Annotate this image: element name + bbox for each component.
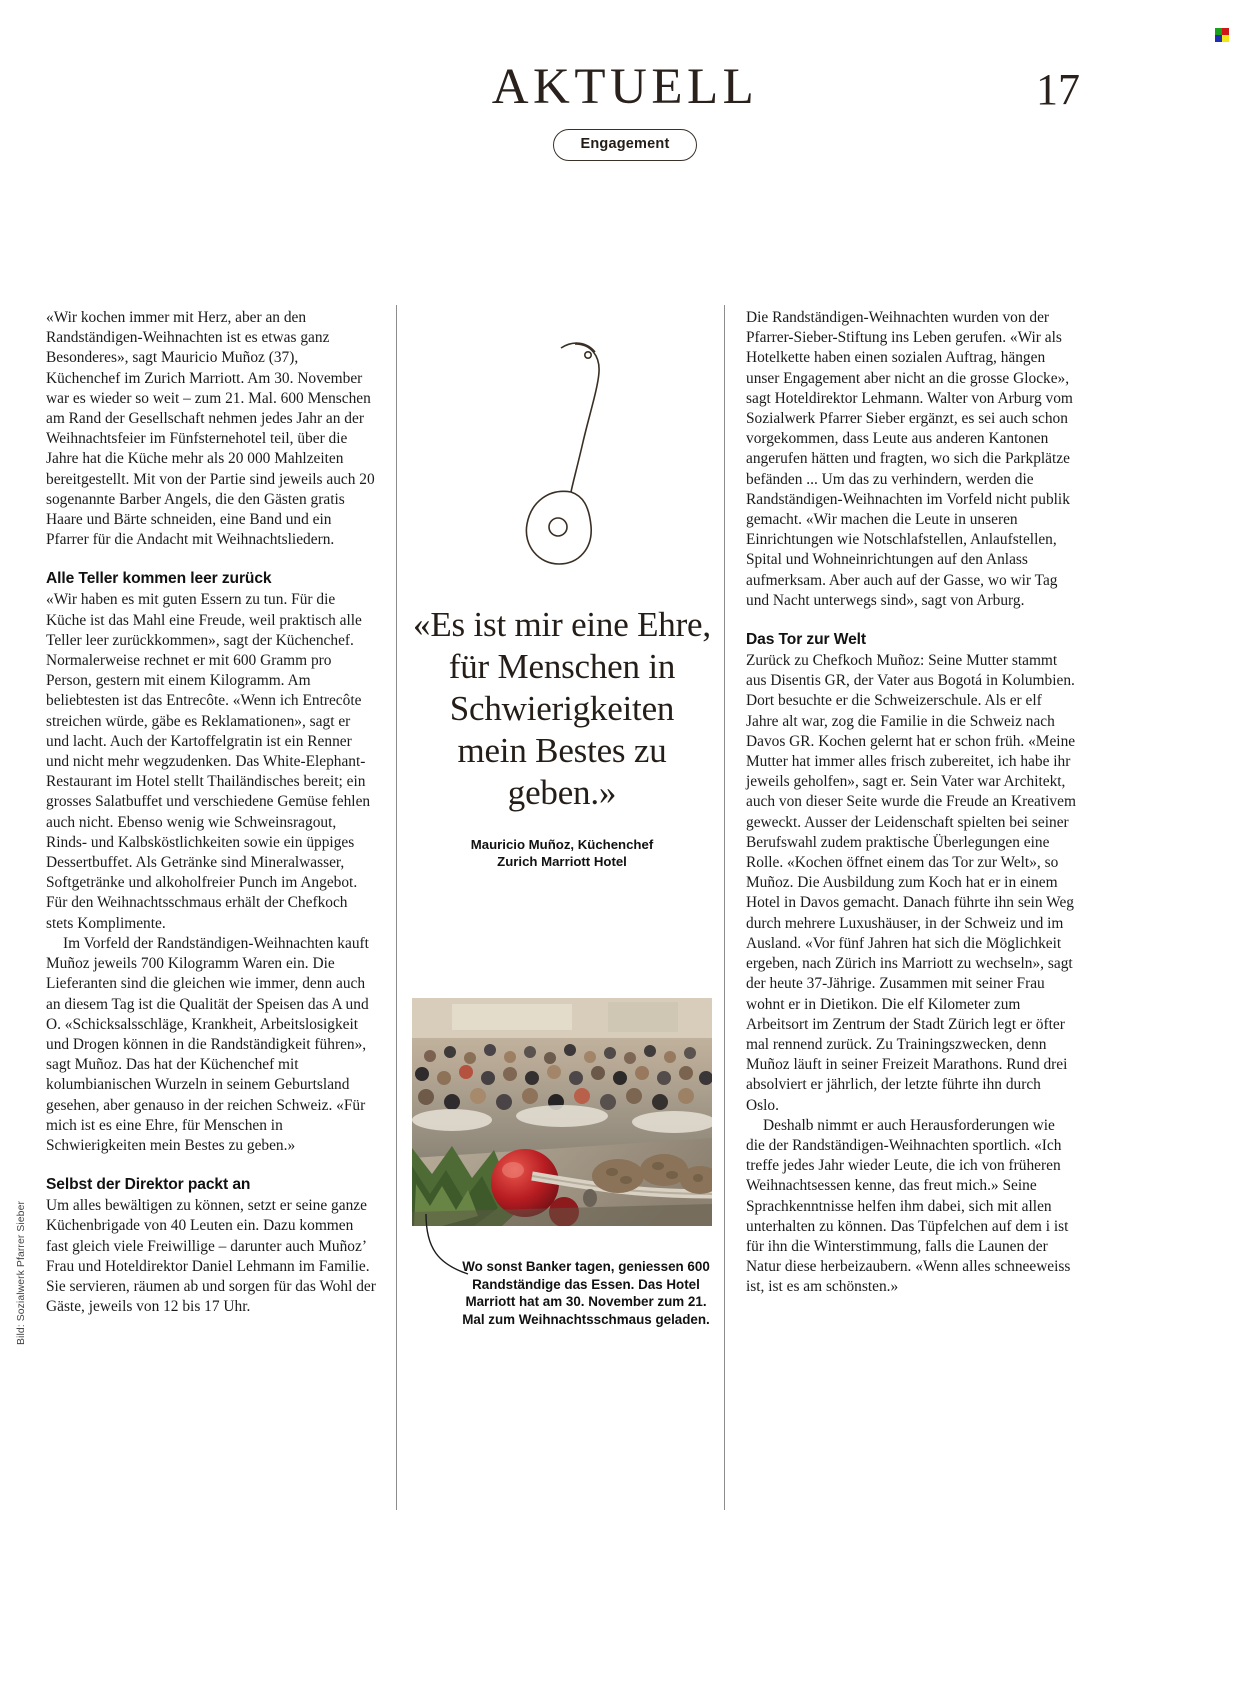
pull-quote-attribution-org: Zurich Marriott Hotel [497, 854, 627, 869]
subheading-das-tor-zur-welt: Das Tor zur Welt [746, 631, 866, 649]
color-registration-mark [1215, 28, 1229, 42]
rubric-badge: Engagement [553, 129, 696, 161]
registration-swatch-yellow [1222, 35, 1229, 42]
paragraph: Die Randständigen-Weihnachten wurden von der Pfarrer-Sieber-Stiftung ins Leben gerufen. «Wir als Hotelkette haben einen sozialen Auftrag, hängen unser Engagement aber nicht an die grosse Glocke», sagt Hoteldirektor Lehmann. Walter von Arburg vom Sozialwerk Pfarrer Sieber ergänzt, es sei auch schon vorgekommen, dass Leute aus anderen Kantonen angerufen hätten und fragten, wo sich die Parkplätze befänden ... Um das zu verhindern, werden die Randständigen-Weihnachten im Vorfeld nicht publik gemacht. «Wir machen die Leute in unseren Einrichtungen wie Notschlafstellen, Anlaufstellen, Spital und Wohneinrichtungen auf den Anlass aufmerksam. Aber auch auf der Gasse, wo wir Tag und Nacht unterwegs sind», sagt von Arburg. [746, 309, 1073, 609]
pull-quote: «Es ist mir eine Ehre, für Menschen in Schwierigkeiten mein Bestes zu geben.» [413, 605, 711, 812]
column-divider-left [396, 305, 397, 1510]
subheading-alle-teller: Alle Teller kommen leer zurück [46, 570, 272, 588]
section-title: AKTUELL [491, 59, 759, 115]
column-divider-right [724, 305, 725, 1510]
paragraph: «Wir haben es mit guten Essern zu tun. Für die Küche ist das Mahl eine Freude, weil praktisch alle Teller leer zurückkommen», sagt der Küchenchef. Normalerweise rechnet er mit 600 Gramm pro Person, gestern mit einem Kilogramm. Am beliebtesten ist das Entrecôte. «Wenn ich Entrecôte streichen würde, gäbe es Reklamationen», sagt er und lacht. Auch der Kartoffelgratin ist ein Renner und nicht mehr wegzudenken. Das White-Elephant-Restaurant im Hotel stellt Thailändisches bereit; ein grosses Salatbuffet und verschiedene Gemüse fehlen auch nicht. Ebenso wenig wie Schweinsragout, Rinds- und Kalbsköstlichkeiten sowie ein üppiges Dessertbuffet. Als Getränke sind Mineralwasser, Softgetränke und alkoholfreier Punch im Angebot. Für den Weihnachtsschmaus erhält der Chefkoch stets Komplimente. [46, 591, 371, 932]
registration-swatch-red [1222, 28, 1229, 35]
paragraph: Deshalb nimmt er auch Herausforderungen wie die der Randständigen-Weihnachten sportlich. «Ich treffe jedes Jahr wieder Leute, die ich von früheren Weihnachtsessen kenne, das freut mich.» Seine Sprachkenntnisse helfen ihm dabei, sich mit allen unterhalten zu können. Das Tüpfelchen auf dem i ist für ihn die Winterstimmung, falls die Launen der Natur diese herbeizaubern. «Wenn alles schneeweiss ist, ist es am schönsten.» [746, 1116, 1071, 1296]
paragraph: Um alles bewältigen zu können, setzt er seine ganze Küchenbrigade von 40 Leuten ein. Dazu kommen fast gleich viele Freiwillige – darunter auch Muñoz’ Frau und Hoteldirektor Daniel Lehmann im Familie. Sie servieren, räumen ab und sorgen für das Wohl der Gäste, jeweils von 12 bis 17 Uhr. [46, 1197, 376, 1316]
pull-quote-attribution-name: Mauricio Muñoz, Küchenchef [470, 837, 654, 852]
registration-swatch-blue [1215, 35, 1222, 42]
page-number: 17 [1036, 65, 1080, 114]
article-column-right [746, 308, 1076, 1298]
paragraph: Zurück zu Chefkoch Muñoz: Seine Mutter stammt aus Disentis GR, der Vater aus Bogotá in Kolumbien. Dort besuchte er die Schweizerschule. Als er elf Jahre alt war, zog die Familie in die Schweiz nach Davos GR. Kochen gelernt hat er schon früh. «Meine Mutter hat immer alles frisch zubereitet, ich habe ihr jeweils geholfen», sagt er. Sein Vater war Architekt, auch von dieser Seite wurde die Freude an Kreativem geweckt. Ausser der Leidenschaft spielten bei seiner Berufswahl zudem praktische Überlegungen eine Rolle. «Kochen öffnet einem das Tor zur Welt», so Muñoz. Die Ausbildung zum Koch hat er in einem Hotel in Davos gemacht. Danach führte ihn sein Weg durch mehrere Luxushäuser, in der Schweiz und im Ausland. «Vor fünf Jahren hat sich die Möglichkeit ergeben, nach Zürich ins Marriott zu wechseln», sagt der heute 37-Jährige. Zusammen mit seiner Frau wohnt er in Dietikon. Die elf Kilometer zum Arbeitsort im Zentrum der Stadt Zürich legt er öfter mal rennend zurück. Zu Trainingszwecken, denn Muñoz läuft in seiner Freizeit Marathons. Rund drei absolviert er jährlich, der letzte führte ihn durch Oslo. [746, 652, 1076, 1114]
registration-swatch-green [1215, 28, 1222, 35]
banquet-photo [412, 998, 712, 1226]
article-column-left [46, 308, 376, 1317]
subheading-selbst-der-direktor: Selbst der Direktor packt an [46, 1176, 251, 1194]
wooden-spoon-icon [487, 330, 637, 570]
feature-column-middle [412, 308, 712, 870]
paragraph: Im Vorfeld der Randständigen-Weihnachten kauft Muñoz jeweils 700 Kilogramm Waren ein. Die Lieferanten sind die gleichen wie immer, denn auch an diesem Tag ist die Qualität der Speisen das A und O. «Schicksalsschläge, Krankheit, Arbeitslosigkeit und Drogen können in die Randständigkeit führen», sagt Muñoz. Das hat der Küchenchef mit kolumbianischen Wurzeln in seinem Geburtsland gesehen, aber genauso in der reichen Schweiz. «Für mich ist es eine Ehre, für Menschen in Schwierigkeiten mein Bestes zu geben.» [46, 934, 369, 1154]
photo-credit: Bild: Sozialwerk Pfarrer Sieber [16, 1200, 27, 1345]
photo-caption: Wo sonst Banker tagen, geniessen 600 Randständige das Essen. Das Hotel Marriott hat am 30. November zum 21. Mal zum Weihnachtsschmaus geladen. [462, 1259, 710, 1327]
paragraph: «Wir kochen immer mit Herz, aber an den Randständigen-Weihnachten ist es etwas ganz Besonderes», sagt Mauricio Muñoz (37), Küchenchef im Zurich Marriott. Am 30. November war es wieder so weit – zum 21. Mal. 600 Menschen am Rand der Gesellschaft nehmen jedes Jahr an der Weihnachtsfeier im Fünfsternehotel teil, über die Jahre hat die Küche mehr als 20 000 Mahlzeiten bereitgestellt. Mit von der Partie sind jeweils auch 20 sogenannte Barber Angels, die den Gästen gratis Haare und Bärte schneiden, eine Band und ein Pfarrer für die Andacht mit Weihnachtsliedern. [46, 309, 375, 549]
